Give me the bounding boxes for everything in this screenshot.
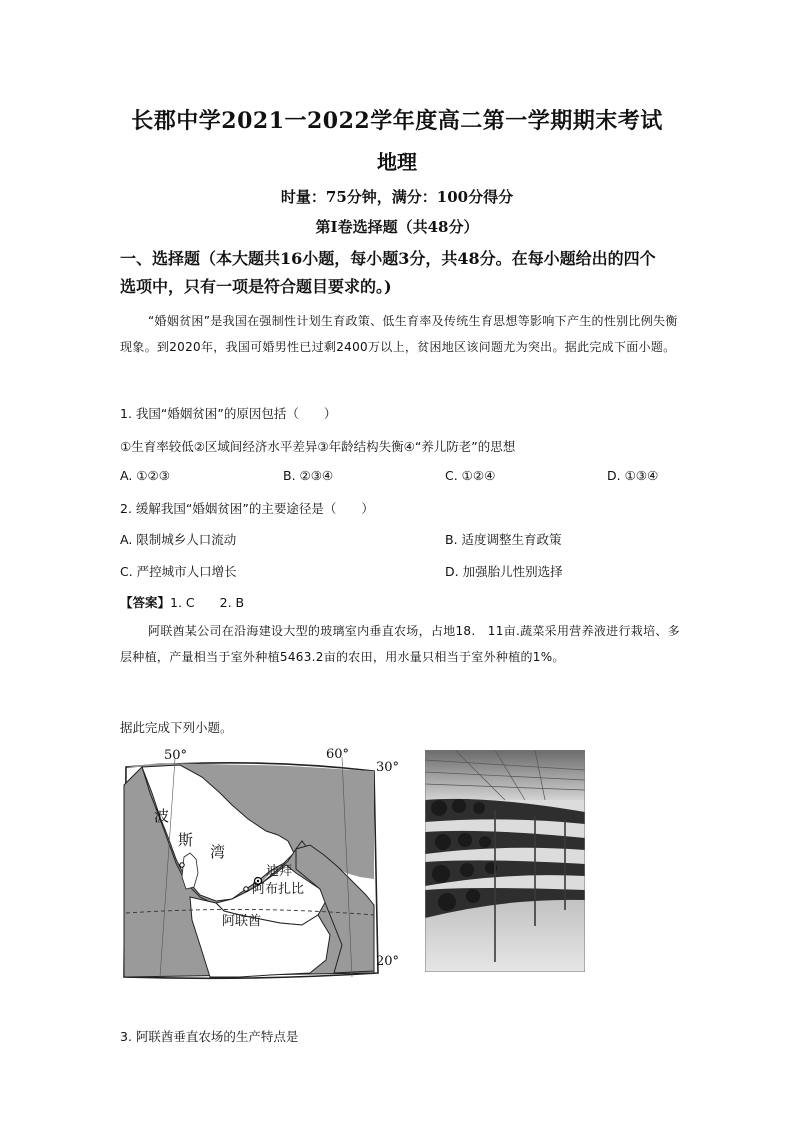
answer-label: 【答案】 <box>120 595 171 610</box>
q1-option-a[interactable]: A. ①②③ <box>120 468 170 483</box>
uae-map <box>120 745 405 985</box>
question-3-stem: 3. 阿联酋垂直农场的生产特点是 <box>120 1029 299 1044</box>
label-gulf-2: 斯 <box>178 831 194 849</box>
time-score-info: 时量：75分钟，满分：100分得分 <box>280 188 514 206</box>
question-1-items: ①生育率较低②区域间经济水平差异③年龄结构失衡④“养儿防老”的思想 <box>120 439 516 454</box>
q1-option-d[interactable]: D. ①③④ <box>607 468 659 483</box>
photo-roof <box>425 750 585 800</box>
label-lat-20: 20° <box>376 954 400 969</box>
q1-option-c[interactable]: C. ①②④ <box>445 468 496 483</box>
question-1-stem: 1. 我国“婚姻贫困”的原因包括（ ） <box>120 406 337 421</box>
passage-marriage-poverty: “婚姻贫困”是我国在强制性计划生育政策、低生育率及传统生育思想等影响下产生的性别比例失衡现象。到2020年，我国可婚男性已过剩2400万以上，贫困地区该问题尤为突出。据此完成下面小题。 <box>120 314 678 354</box>
label-gulf-3: 湾 <box>210 843 226 861</box>
q2-option-b[interactable]: B. 适度调整生育政策 <box>445 532 562 547</box>
section-instructions <box>120 245 680 301</box>
passage-vertical-farm: 阿联酋某公司在沿海建设大型的玻璃室内垂直农场，占地18. 11亩.蔬菜采用营养液进行栽培、多层种植，产量相当于室外种植5463.2亩的农田，用水量只相当于室外种植的1%。 <box>120 624 680 664</box>
instruction-line-1: 一、选择题（本大题共16小题，每小题3分，共48分。在每小题给出的四个 <box>120 249 656 268</box>
passage-followup: 据此完成下列小题。 <box>120 720 233 735</box>
label-dubai: 迪拜 <box>266 864 293 879</box>
abudhabi-marker-icon <box>244 887 248 891</box>
vertical-farm-photo-svg <box>425 750 585 972</box>
vertical-farm-photo <box>425 750 585 972</box>
exam-title: 长郡中学2021一2022学年度高二第一学期期末考试 <box>131 108 663 134</box>
label-uae: 阿联酋 <box>222 914 262 929</box>
label-gulf-1: 波 <box>154 807 170 825</box>
uae-map-svg <box>120 745 405 985</box>
volume-heading: 第Ⅰ卷选择题（共48分） <box>315 218 479 236</box>
label-abu-dhabi: 阿布扎比 <box>252 882 305 897</box>
q2-option-c[interactable]: C. 严控城市人口增长 <box>120 564 237 579</box>
q1-option-b[interactable]: B. ②③④ <box>283 468 334 483</box>
answer-value: 1. C 2. B <box>170 595 245 610</box>
label-lon-50: 50° <box>164 748 188 763</box>
subject-title: 地理 <box>377 150 417 174</box>
instruction-line-2: 选项中，只有一项是符合题目要求的。) <box>120 277 392 296</box>
answer-line <box>120 593 680 611</box>
q2-option-d[interactable]: D. 加强胎儿性别选择 <box>445 564 563 579</box>
doha-marker-icon <box>180 863 184 867</box>
label-lat-30: 30° <box>376 760 400 775</box>
question-2-stem: 2. 缓解我国“婚姻贫困”的主要途径是（ ） <box>120 501 374 516</box>
label-lon-60: 60° <box>326 747 350 762</box>
q2-option-a[interactable]: A. 限制城乡人口流动 <box>120 532 237 547</box>
